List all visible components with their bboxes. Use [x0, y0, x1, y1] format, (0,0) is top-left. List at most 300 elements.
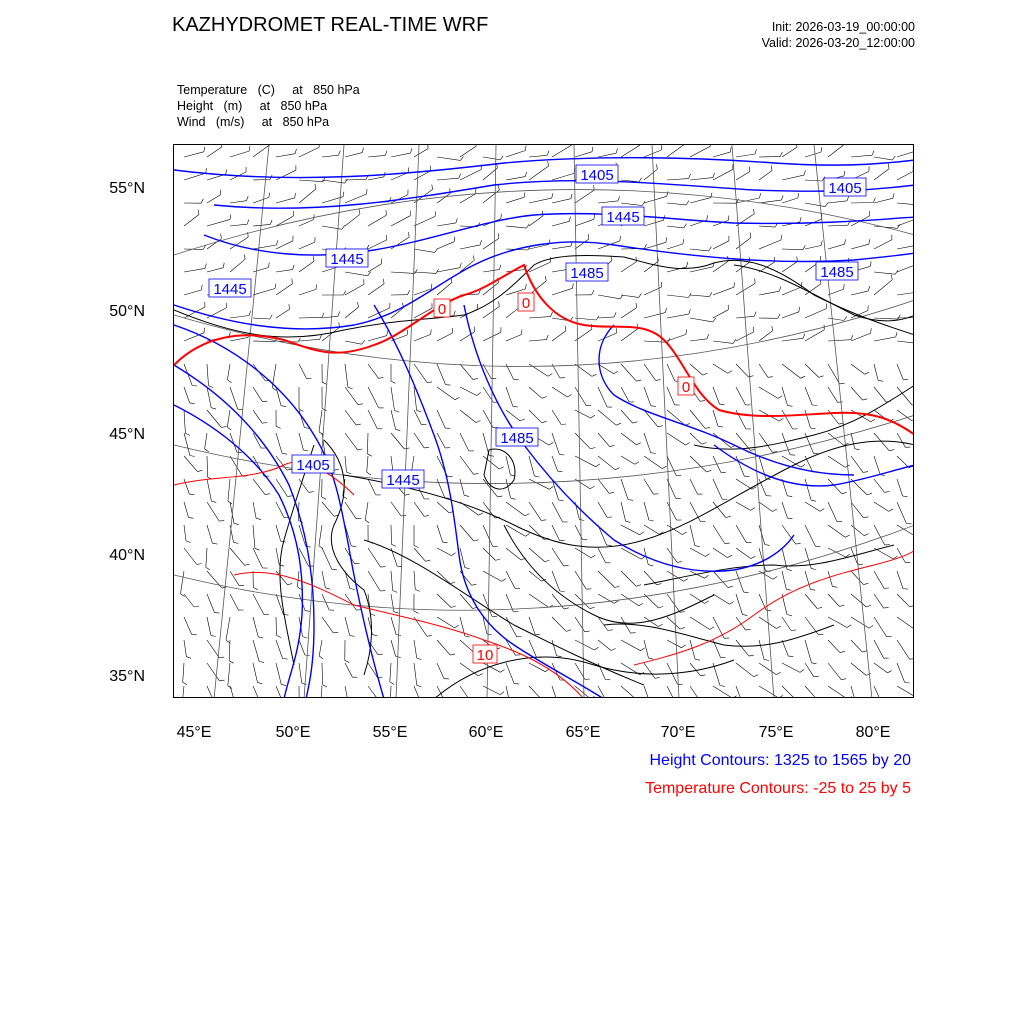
wind-barb [368, 155, 385, 157]
wind-barb-flag [289, 304, 290, 309]
wind-barb [391, 410, 396, 429]
wind-barb [253, 663, 258, 683]
wind-barb [253, 180, 270, 181]
wind-barb [529, 594, 549, 607]
wind-barb [299, 189, 316, 203]
wind-barb-flag [454, 311, 456, 316]
wind-barb-flag [315, 184, 316, 189]
wind-barb [253, 686, 261, 698]
wind-barb-flag [305, 611, 310, 612]
wind-barb [276, 640, 283, 659]
wind-barb-flag [684, 579, 688, 582]
wind-barb-flag [499, 302, 500, 307]
wind-barb [828, 387, 838, 402]
wind-barb-flag [732, 696, 736, 698]
wind-barb [851, 333, 871, 341]
wind-barb [897, 364, 903, 379]
wind-barb [828, 502, 837, 521]
border-kz-south [344, 441, 914, 547]
wind-barb-flag [567, 395, 571, 398]
wind-barb-flag [358, 404, 363, 405]
wind-barb-flag [626, 521, 631, 522]
wind-barb-flag [640, 532, 644, 535]
wind-barb [667, 314, 689, 318]
wind-barb [759, 433, 772, 452]
wind-barb [506, 479, 511, 498]
wind-barb [690, 146, 710, 157]
wind-barb-flag [608, 630, 613, 631]
wind-barb [690, 594, 705, 603]
wind-barb-flag [226, 169, 227, 174]
wind-barb [782, 410, 793, 429]
wind-barb-flag [798, 193, 799, 198]
temperature-label [678, 377, 694, 396]
wind-barb-flag [219, 657, 224, 658]
wind-barb-flag [338, 312, 340, 317]
init-time: Init: 2026-03-19_00:00:00 [771, 20, 915, 34]
wind-barb [368, 571, 380, 591]
wind-barb [874, 240, 892, 249]
wind-barb [621, 308, 637, 318]
border-north [174, 255, 914, 337]
wind-barb-flag [383, 279, 384, 284]
wind-barb-flag [478, 674, 482, 676]
wind-barb-flag [238, 409, 243, 410]
wind-barb [805, 364, 819, 377]
wind-barb-flag [594, 214, 595, 219]
border-tj [604, 624, 834, 646]
wind-barb [506, 177, 525, 180]
wind-barb-flag [474, 540, 479, 541]
wind-barb [805, 640, 812, 663]
wind-barb-flag [524, 192, 525, 197]
wind-barb [621, 617, 631, 633]
wind-barb [667, 410, 685, 425]
wind-barb-flag [864, 583, 869, 584]
wind-barb [253, 640, 259, 662]
wind-barb [184, 152, 204, 157]
wind-barb-flag [268, 263, 269, 268]
wind-barb [391, 502, 401, 516]
wind-barb-flag [635, 462, 639, 465]
wind-barb-flag [339, 151, 341, 156]
height-contour-legend: Height Contours: 1325 to 1565 by 20 [649, 752, 911, 769]
wind-barb [575, 617, 585, 632]
wind-barb [621, 262, 637, 272]
wind-barb-flag [803, 245, 805, 249]
wind-barb [345, 341, 362, 344]
wind-barb [736, 571, 744, 592]
wind-barb [667, 334, 686, 341]
wind-barb-flag [591, 555, 595, 558]
wind-barb [598, 153, 616, 157]
wind-barb-flag [683, 239, 684, 244]
wind-barb [759, 686, 779, 698]
wind-barb [184, 387, 190, 403]
wind-barb-flag [680, 627, 685, 629]
wind-barb-flag [451, 553, 455, 556]
wind-barb [713, 310, 728, 318]
wind-barb [205, 433, 207, 449]
wind-barb-flag [596, 464, 600, 467]
wind-barb [367, 433, 368, 454]
wind-barb [230, 151, 249, 157]
wind-barb-flag [229, 661, 233, 663]
wind-barb [552, 617, 566, 631]
wind-barb [621, 364, 637, 381]
wind-barb [529, 166, 549, 180]
wind-barb [322, 502, 334, 516]
wind-barb [460, 479, 464, 495]
wind-barb [276, 525, 281, 541]
wind-barb-flag [754, 209, 755, 214]
wind-barb [851, 640, 862, 652]
wind-barb [437, 193, 450, 203]
wind-barb [414, 571, 415, 589]
wind-barb [667, 203, 686, 205]
wind-barb [322, 571, 325, 588]
wind-barb [253, 245, 276, 249]
wind-barb-flag [728, 216, 729, 221]
wind-barb [897, 433, 905, 447]
wind-barb-flag [409, 232, 410, 237]
wind-barb [483, 571, 502, 581]
wind-barb-flag [585, 631, 590, 632]
wind-barb-flag [558, 471, 563, 472]
wind-barb-flag [814, 676, 819, 677]
wind-barb [736, 594, 743, 615]
wind-barb [552, 199, 571, 203]
wind-barb [184, 410, 185, 433]
wind-barb [736, 387, 746, 405]
wind-barb [644, 640, 649, 658]
wind-barb [414, 149, 428, 158]
wind-barb-flag [590, 486, 594, 489]
wind-barb [759, 291, 779, 295]
wind-barb [345, 272, 368, 276]
wind-barb-flag [525, 534, 529, 537]
wind-barb [621, 295, 639, 297]
height-contour [214, 181, 914, 209]
wind-barb [644, 169, 657, 180]
svg-text:1485: 1485 [500, 430, 534, 447]
wind-barb-flag [450, 582, 455, 584]
wind-barb [897, 663, 905, 683]
wind-barb-flag [427, 382, 432, 383]
parallel-45b [174, 415, 914, 484]
wind-barb [391, 272, 415, 273]
wind-barb-flag [275, 284, 276, 289]
wind-barb-flag [408, 290, 410, 295]
wind-barb [460, 410, 476, 423]
wind-barb [276, 663, 281, 684]
wind-barb-flag [525, 172, 527, 177]
wind-barb-flag [194, 606, 199, 607]
wind-barb-flag [333, 632, 338, 633]
wind-barb [644, 456, 662, 469]
wind-barb-flag [720, 686, 725, 687]
wind-barb-flag [871, 419, 875, 422]
lat-label-35: 35°N [109, 668, 145, 685]
wind-barb [805, 479, 811, 500]
wind-barb-flag [686, 201, 689, 205]
wind-barb [276, 170, 296, 180]
wind-barb-flag [728, 586, 733, 587]
wind-barb-flag [424, 516, 429, 517]
wind-barb [851, 686, 857, 698]
wind-barb-flag [786, 589, 791, 590]
wind-barb-flag [460, 263, 461, 268]
wind-barb [874, 157, 892, 160]
wind-barb [828, 548, 846, 557]
wind-barb [851, 663, 866, 675]
wind-barb-flag [276, 426, 281, 428]
wind-barb-flag [262, 401, 267, 402]
wind-barb [319, 410, 322, 432]
wind-barb-flag [190, 456, 195, 457]
wind-barb [667, 433, 686, 445]
wind-barb-flag [247, 220, 249, 225]
wind-barb-flag [866, 605, 871, 607]
wind-barb-flag [548, 161, 549, 166]
wind-barb-flag [502, 579, 506, 582]
wind-barb [667, 364, 675, 381]
wind-barb [713, 152, 730, 157]
wind-barb-flag [258, 683, 263, 684]
wind-barb-flag [526, 224, 529, 228]
wind-barb [667, 295, 688, 298]
wind-barb [828, 571, 832, 586]
height-label [496, 428, 538, 447]
wind-barb [276, 617, 277, 635]
wind-barb-flag [700, 401, 705, 402]
wind-barb-flag [705, 601, 709, 604]
wind-barb [529, 548, 545, 562]
wind-barb-flag [256, 518, 261, 519]
wind-barb-flag [270, 220, 272, 225]
wind-barb-flag [905, 683, 910, 684]
wind-barb-flag [847, 697, 851, 698]
wind-barb-flag [564, 565, 569, 566]
wind-barb-flag [707, 470, 712, 472]
wind-barb [828, 318, 844, 321]
wind-barb-flag [461, 156, 464, 160]
wind-barb-flag [872, 151, 874, 156]
wind-barb-flag [667, 191, 668, 196]
wind-barb [184, 594, 194, 607]
wind-barb-flag [526, 284, 527, 289]
wind-barb-flag [844, 171, 845, 176]
wind-barb [621, 479, 628, 500]
wind-barb [621, 410, 633, 423]
wind-barb-flag [868, 286, 869, 291]
wind-barb [644, 196, 667, 203]
wind-barb [437, 223, 456, 226]
wind-barb [529, 686, 542, 698]
wind-barb [367, 456, 368, 472]
wind-barb [690, 318, 713, 322]
wind-barb [736, 525, 746, 543]
wind-barb [253, 268, 268, 273]
wind-barb [828, 640, 840, 653]
wind-barb-flag [424, 447, 429, 448]
wind-barb-flag [796, 543, 801, 544]
wind-barb [299, 147, 319, 157]
svg-text:1445: 1445 [213, 281, 247, 298]
wind-barb [644, 313, 665, 318]
wind-barb-flag [255, 548, 260, 550]
wind-barb [644, 364, 656, 380]
wind-barb [299, 261, 314, 272]
wind-barb [391, 387, 395, 411]
wind-barb [483, 594, 492, 616]
wind-barb [552, 686, 557, 698]
lon-label-75: 75°E [758, 724, 794, 741]
wind-barb [207, 686, 214, 698]
wind-barb [805, 663, 814, 677]
map-panel [173, 144, 914, 698]
wind-barb [437, 157, 461, 160]
wind-barb [184, 333, 204, 341]
wind-barb-flag [394, 612, 399, 614]
wind-barb [276, 270, 293, 272]
wind-barb [207, 219, 230, 226]
wind-barb [391, 153, 411, 157]
wind-barb-flag [237, 452, 242, 453]
meridian-65 [574, 145, 584, 698]
wind-barb [345, 594, 357, 610]
wind-barb [828, 479, 842, 494]
wind-barb [230, 337, 248, 341]
wind-barb [736, 332, 754, 341]
wind-barb-flag [396, 429, 401, 430]
wind-barb [667, 640, 682, 648]
wind-barb-flag [414, 611, 419, 613]
wind-barb [276, 154, 295, 157]
wind-barb-flag [666, 237, 667, 242]
wind-barb [851, 525, 864, 536]
wind-barb-flag [295, 193, 296, 198]
wind-barb-flag [323, 177, 326, 181]
wind-barb [874, 479, 885, 492]
wind-barb-flag [395, 411, 400, 413]
wind-barb [299, 364, 307, 379]
lon-label-45: 45°E [176, 724, 212, 741]
wind-barb [874, 571, 884, 588]
wind-barb-flag [658, 624, 662, 626]
wind-barb-flag [514, 684, 519, 685]
wind-barb [529, 198, 552, 203]
wind-barb [368, 387, 379, 408]
wind-barb-flag [525, 146, 526, 151]
wind-barb-flag [863, 399, 868, 400]
wind-barb-flag [320, 335, 322, 340]
wind-barb-flag [912, 404, 914, 405]
wind-barb-flag [319, 432, 323, 435]
wind-barb [598, 410, 616, 425]
wind-barb [253, 502, 256, 518]
wind-barb-flag [436, 269, 439, 273]
wind-barb-flag [347, 472, 352, 474]
wind-barb [713, 594, 730, 604]
wind-barb-flag [334, 469, 339, 470]
wind-barb-flag [496, 559, 501, 561]
wind-barb [184, 479, 189, 494]
wind-barb-flag [657, 584, 662, 585]
wind-barb [851, 571, 864, 585]
wind-barb [184, 215, 199, 227]
wind-barb-flag [779, 695, 783, 698]
wind-barb-flag [743, 615, 748, 616]
wind-barb-flag [778, 314, 780, 318]
wind-barb [644, 220, 664, 226]
wind-barb [437, 548, 451, 556]
wind-barb-flag [910, 605, 914, 607]
map-svg [174, 145, 914, 698]
wind-barb [226, 617, 230, 640]
wind-barb-flag [500, 692, 504, 695]
wind-barb [529, 340, 546, 341]
wind-barb-flag [344, 291, 346, 295]
wind-barb-flag [841, 679, 846, 680]
wind-barb-flag [500, 156, 503, 160]
wind-barb [713, 502, 726, 518]
wind-barb [667, 502, 677, 520]
wind-barb-flag [473, 256, 474, 261]
wind-barb-flag [417, 685, 422, 687]
wind-barb [805, 571, 810, 589]
wind-barb [575, 364, 592, 376]
wind-barb-flag [896, 332, 897, 337]
wind-barb [299, 242, 315, 249]
wind-barb-flag [825, 203, 828, 207]
wind-barb-flag [810, 589, 815, 590]
wind-barb [529, 216, 543, 226]
wind-barb [529, 155, 547, 157]
wind-barb [184, 640, 186, 657]
wind-barb [874, 280, 892, 295]
wind-barb-flag [779, 418, 783, 421]
wind-barb-flag [801, 464, 805, 467]
wind-barb-flag [847, 625, 851, 628]
wind-barb-flag [560, 591, 565, 592]
wind-barb [253, 341, 275, 342]
wind-barb [184, 433, 190, 456]
wind-barb-flag [728, 371, 732, 374]
wind-barb-flag [396, 657, 401, 658]
wind-barb [182, 686, 184, 698]
wind-barb-flag [616, 423, 621, 425]
wind-barb-flag [302, 683, 307, 685]
wind-barb [253, 289, 275, 296]
wind-barb [851, 203, 873, 204]
wind-barb-flag [549, 442, 553, 445]
wind-barb-flag [350, 589, 355, 590]
wind-barb-flag [788, 518, 793, 519]
wind-barb [621, 456, 635, 464]
wind-barb [437, 268, 460, 272]
wind-barb-flag [222, 587, 227, 588]
wind-barb [736, 686, 742, 698]
wind-barb [414, 686, 422, 698]
wind-barb-flag [840, 651, 845, 653]
wind-barb [759, 364, 768, 377]
wind-barb-flag [689, 309, 691, 314]
wind-barb-flag [227, 427, 231, 430]
wind-barb [414, 249, 435, 252]
wind-barb [552, 387, 567, 397]
wind-barb-flag [720, 404, 725, 405]
